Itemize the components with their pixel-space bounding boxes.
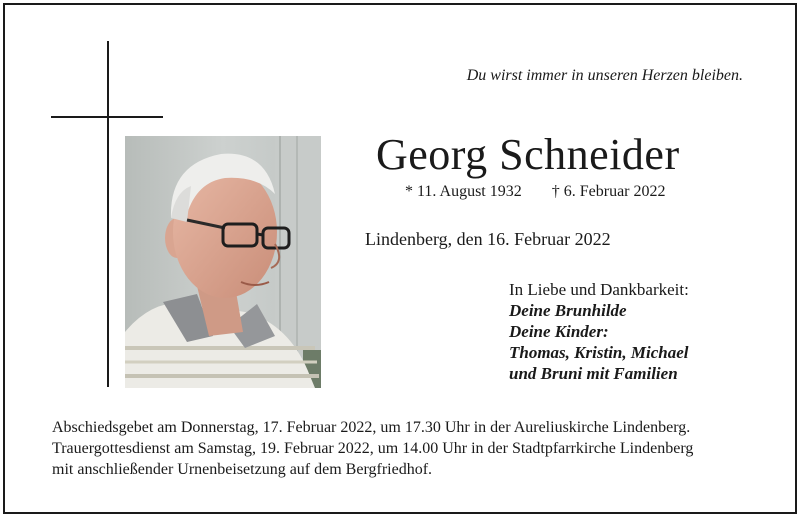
service-info: [52, 417, 693, 480]
cross-icon-bar: [51, 116, 163, 118]
portrait-photo: [125, 136, 321, 388]
motto-text: Du wirst immer in unseren Herzen bleiben.: [466, 67, 743, 84]
deceased-name: Georg Schneider: [376, 130, 680, 179]
mourner-line: Thomas, Kristin, Michael: [509, 343, 689, 362]
mourners-intro: In Liebe und Dankbarkeit:: [509, 280, 689, 299]
service-line: mit anschließender Urnenbeisetzung auf dem Bergfriedhof.: [52, 461, 433, 478]
life-dates: [405, 183, 666, 201]
obituary-frame: [3, 3, 797, 514]
service-line: Abschiedsgebet am Donnerstag, 17. Februar 2022, um 17.30 Uhr in der Aureliuskirche Lindenberg.: [52, 419, 691, 436]
mourner-line: Deine Kinder:: [509, 322, 609, 341]
mourner-line: Deine Brunhilde: [509, 301, 627, 320]
mourner-line: und Bruni mit Familien: [509, 364, 678, 383]
service-line: Trauergottesdienst am Samstag, 19. Februar 2022, um 14.00 Uhr in der Stadtpfarrkirche Lindenberg: [52, 440, 694, 457]
birth-date: * 11. August 1932: [405, 183, 522, 200]
mourners-block: [509, 279, 689, 384]
cross-icon: [107, 41, 109, 387]
place-and-date: Lindenberg, den 16. Februar 2022: [365, 229, 611, 249]
death-date: † 6. Februar 2022: [551, 183, 666, 200]
